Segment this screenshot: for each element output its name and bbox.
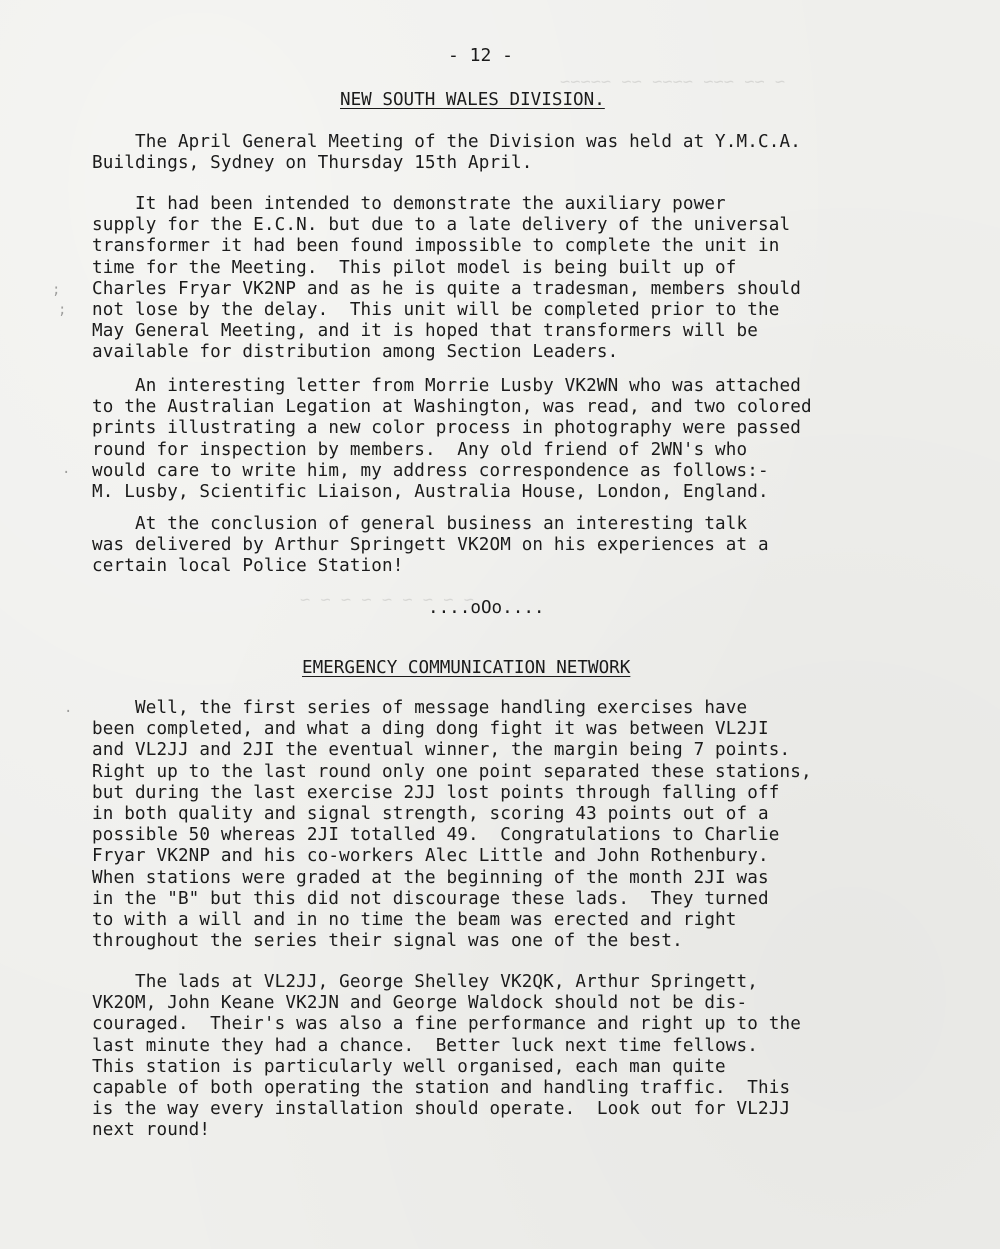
text-line: When stations were graded at the beginning of the month 2JI was <box>92 867 769 888</box>
text-line: VK2OM, John Keane VK2JN and George Waldock should not be dis- <box>92 993 748 1014</box>
text-line: time for the Meeting. This pilot model is being built up of <box>92 257 737 278</box>
margin-mark: · <box>62 465 71 481</box>
text-line: The lads at VL2JJ, George Shelley VK2QK, Arthur Springett, <box>92 972 759 992</box>
text-line: Right up to the last round only one point separated these stations, <box>92 761 812 782</box>
text-line: would care to write him, my address correspondence as follows:- <box>92 460 769 481</box>
text-line: to the Australian Legation at Washington, was read, and two colored <box>92 397 812 418</box>
text-line: to with a will and in no time the beam was erected and right <box>92 910 737 930</box>
text-line: possible 50 whereas 2JI totalled 49. Congratulations to Charlie <box>92 825 780 846</box>
text-line: throughout the series their signal was one of the best. <box>92 931 683 952</box>
text-line: last minute they had a chance. Better luck next time fellows. <box>92 1035 759 1056</box>
section-separator: ....oOo.... <box>428 598 545 618</box>
text-line: in both quality and signal strength, scoring 43 points out of a <box>92 804 769 824</box>
text-line: Charles Fryar VK2NP and as he is quite a tradesman, members should <box>92 278 801 299</box>
show-through-text: ~ ~~ ~~~ ~~~~ ~~ ~~~~~ <box>560 72 786 92</box>
text-line: It had been intended to demonstrate the auxiliary power <box>92 194 726 214</box>
text-line: M. Lusby, Scientific Liaison, Australia House, London, England. <box>92 482 769 502</box>
text-line: Well, the first series of message handling exercises have <box>92 698 748 718</box>
text-line: supply for the E.C.N. but due to a late delivery of the universal <box>92 215 791 236</box>
margin-mark: . <box>64 700 73 716</box>
text-line: couraged. Their's was also a fine performance and right up to the <box>92 1014 801 1035</box>
text-line: capable of both operating the station and handling traffic. This <box>92 1078 791 1098</box>
text-line: in the "B" but this did not discourage these lads. They turned <box>92 888 769 909</box>
text-line: prints illustrating a new color process in photography were passed <box>92 418 801 439</box>
text-line: Fryar VK2NP and his co-workers Alec Little and John Rothenbury. <box>92 846 769 867</box>
text-line: was delivered by Arthur Springett VK2OM on his experiences at a <box>92 535 769 556</box>
text-line: Buildings, Sydney on Thursday 15th April. <box>92 153 533 174</box>
text-line: and VL2JJ and 2JI the eventual winner, the margin being 7 points. <box>92 740 791 761</box>
text-line: transformer it had been found impossible to complete the unit in <box>92 236 780 257</box>
text-line: been completed, and what a ding dong fight it was between VL2JI <box>92 719 769 740</box>
text-line: not lose by the delay. This unit will be completed prior to the <box>92 300 780 320</box>
text-line: This station is particularly well organised, each man quite <box>92 1056 726 1077</box>
text-line: but during the last exercise 2JJ lost points through falling off <box>92 782 780 803</box>
text-line: available for distribution among Section Leaders. <box>92 342 619 363</box>
text-line: The April General Meeting of the Division was held at Y.M.C.A. <box>92 132 801 152</box>
text-line: is the way every installation should operate. Look out for VL2JJ <box>92 1099 791 1120</box>
page-number: - 12 - <box>448 45 514 66</box>
text-line: May General Meeting, and it is hoped that transformers will be <box>92 321 759 342</box>
margin-mark: ; <box>58 302 67 318</box>
section-heading-nsw: NEW SOUTH WALES DIVISION. <box>340 90 605 110</box>
text-line: An interesting letter from Morrie Lusby VK2WN who was attached <box>92 376 801 396</box>
show-through-text: ~ ~ ~ ~ ~ ~ ~ ~ ~ <box>300 590 474 610</box>
text-line: next round! <box>92 1120 211 1141</box>
margin-mark: ; <box>52 282 61 298</box>
section-heading-ecn: EMERGENCY COMMUNICATION NETWORK <box>302 658 631 678</box>
text-line: At the conclusion of general business an interesting talk <box>92 514 748 534</box>
text-line: certain local Police Station! <box>92 556 404 577</box>
text-line: round for inspection by members. Any old friend of 2WN's who <box>92 439 748 460</box>
